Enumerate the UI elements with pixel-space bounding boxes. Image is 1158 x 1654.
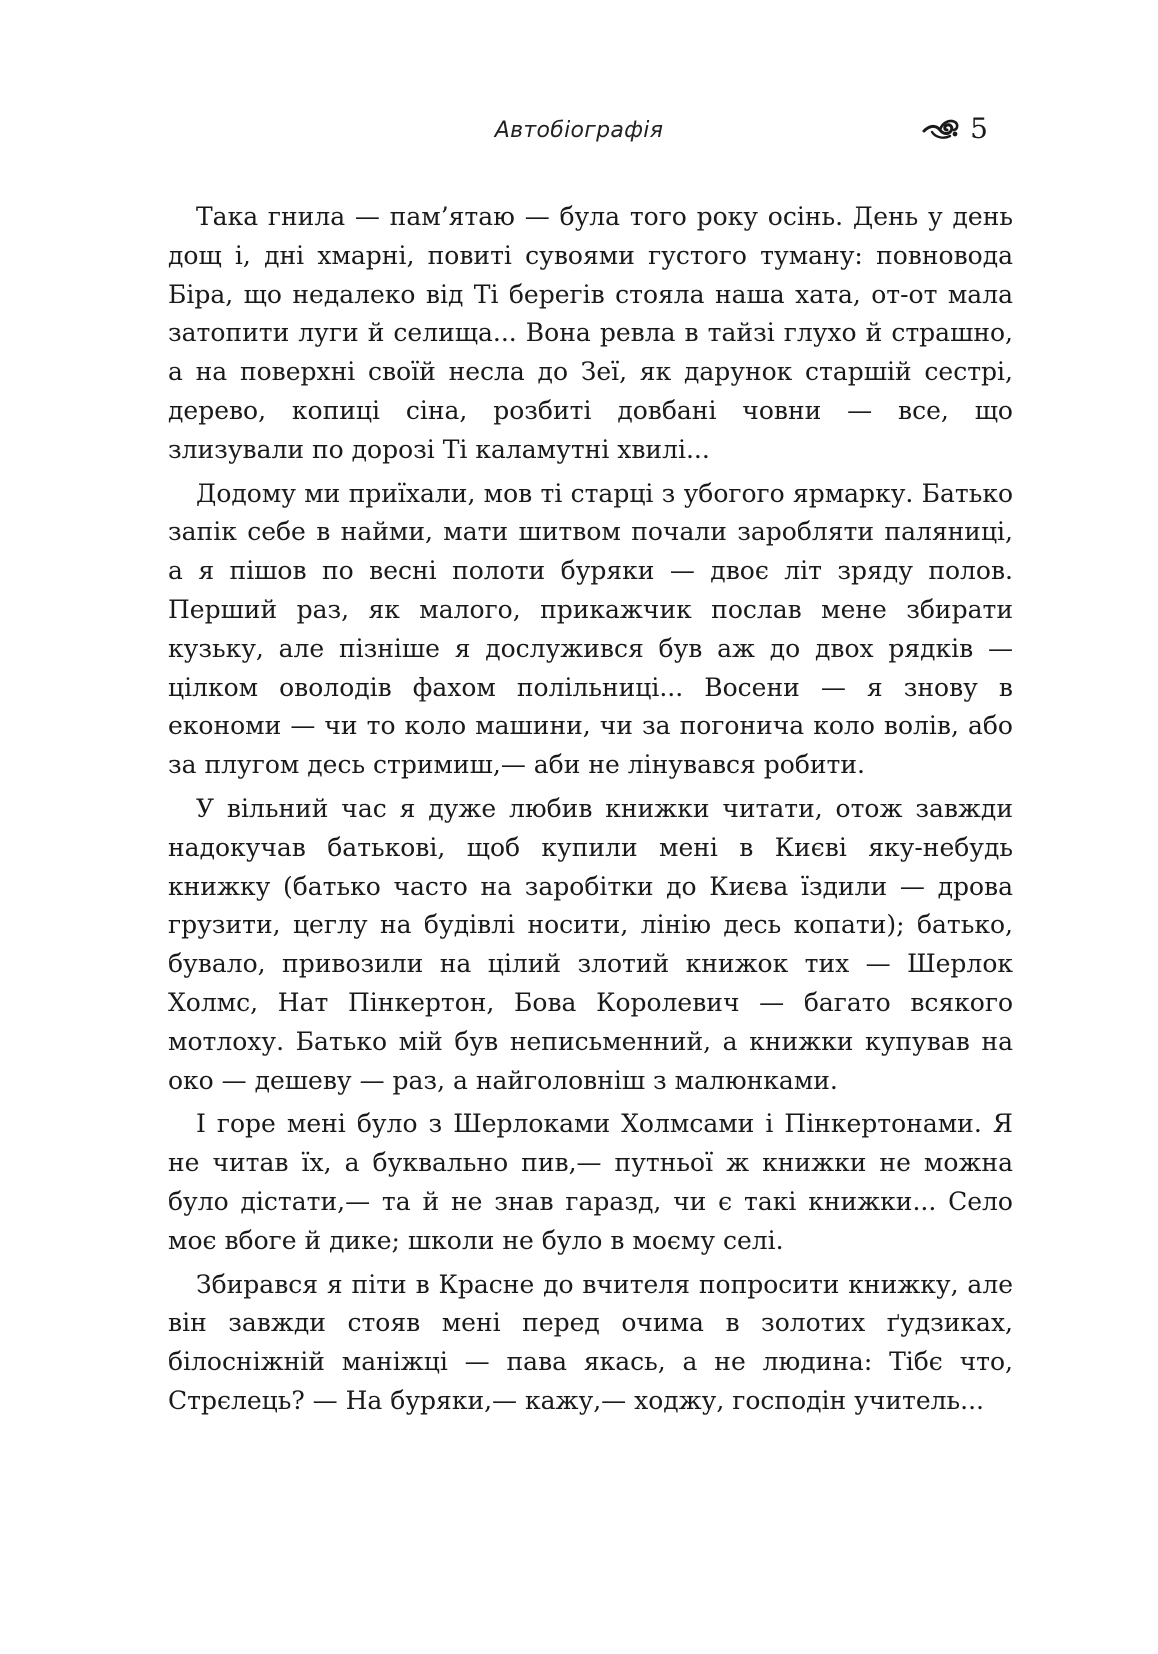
running-title: Автобіографія (494, 118, 664, 143)
paragraph: Додому ми приїхали, мов ті старці з убогого ярмарку. Батько запік себе в найми, мати шитвом почали заробляти паляниці, а я пішов по весні полоти буряки — двоє літ зряду полов. Перший раз, як малого, прикажчик послав мене збирати кузьку, але пізніше я дослужився був аж до двох рядків — цілком оволодів фахом полільниці... Восени — я знову в економи — чи то коло машини, чи за погонича коло волів, або за плугом десь стримиш,— аби не лінувався робити. (168, 478, 1013, 780)
paragraph: Така гнила — пам’ятаю — була того року осінь. День у день дощ і, дні хмарні, повиті сувоями густого туману: повновода Біра, що недалеко від Ті берегів стояла наша хата, от-от мала затопити луги й селища... Вона ревла в тайзі глухо й страшно, а на поверхні своїй несла до Зеї, як дарунок старшій сестрі, дерево, копиці сіна, розбиті довбані човни — все, що злизували по дорозі Ті каламутні хвилі... (168, 202, 1013, 464)
page-number: 5 (970, 112, 988, 145)
body-text (168, 198, 1013, 1426)
paragraph: Збирався я піти в Красне до вчителя попросити книжку, але він завжди стояв мені перед очима в золотих ґудзиках, білосніжній маніжці — пава якась, а не людина: Тібє что, Стрєлець? — На буряки,— кажу,— ходжу, господін учитель... (168, 1269, 1013, 1415)
fleuron-ornament-icon (922, 117, 960, 141)
paragraph: У вільний час я дуже любив книжки читати, отож завжди надокучав батькові, щоб купили мені в Києві яку-небудь книжку (батько часто на заробітки до Києва їздили — дрова грузити, цеглу на будівлі носити, лінію десь копати); батько, бувало, привозили на цілий злотий книжок тих — Шерлок Холмс, Нат Пінкертон, Бова Королевич — багато всякого мотлоху. Батько мій був неписьменний, а книжки купував на око — дешеву — раз, а найголовніш з малюнками. (168, 793, 1013, 1095)
folio (922, 112, 988, 145)
running-head (0, 110, 1158, 150)
paragraph: І горе мені було з Шерлоками Холмсами і Пінкертонами. Я не читав їх, а буквально пив,— путньої ж книжки не можна було дістати,— та й не знав гаразд, чи є такі книжки... Село моє вбоге й дике; школи не було в моєму селі. (168, 1109, 1013, 1255)
